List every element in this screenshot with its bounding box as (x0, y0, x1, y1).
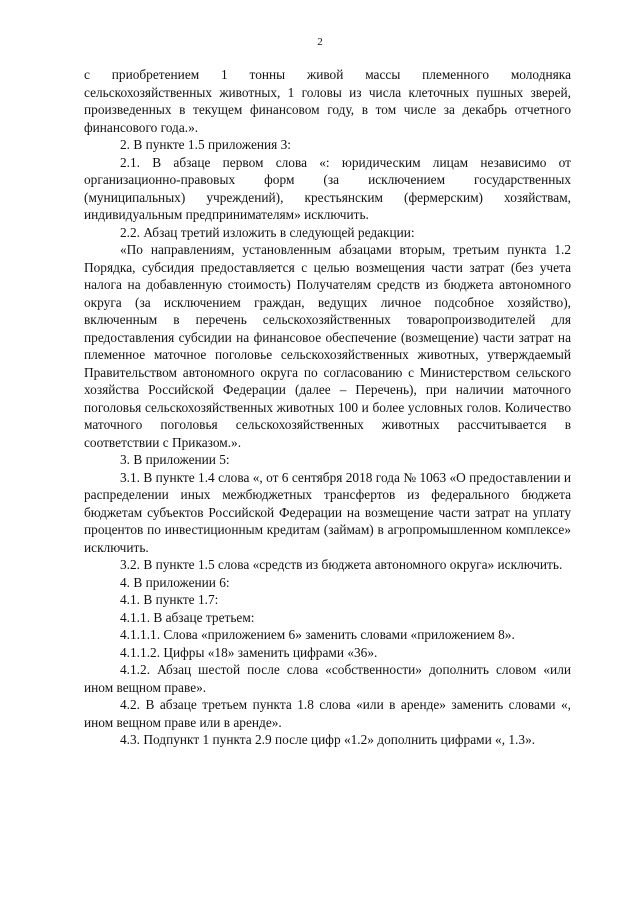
paragraph: «По направлениям, установленным абзацами вторым, третьим пункта 1.2 Порядка, субсидия предоставляется с целью возмещения части затрат (без учета налога на добавленную стоимость) Получателям средств из бюджета автономного округа (за исключением граждан, ведущих личное подсобное хозяйство), включенным в перечень сельскохозяйственных товаропроизводителей для предоставления субсидии на финансовое обеспечение (возмещение) части затрат на племенное маточное поголовье сельскохозяйственных животных, утверждаемый Правительством автономного округа по согласованию с Министерством сельского хозяйства Российской Федерации (далее – Перечень), при наличии маточного поголовья сельскохозяйственных животных 100 и более условных голов. Количество маточного поголовья сельскохозяйственных животных рассчитывается в соответствии с Приказом.». (84, 242, 571, 450)
document-body (84, 66, 571, 749)
page-number: 2 (317, 36, 323, 48)
paragraph: с приобретением 1 тонны живой массы племенного молодняка сельскохозяйственных животных, 1 головы из числа клеточных пушных зверей, произведенных в текущем финансовом году, в том числе за декабрь отчетного финансового года.». (84, 67, 571, 135)
paragraph: 4.1.1.2. Цифры «18» заменить цифрами «36». (120, 644, 378, 660)
paragraph: 4. В приложении 6: (120, 574, 230, 590)
paragraph: 4.3. Подпункт 1 пункта 2.9 после цифр «1.2» дополнить цифрами «, 1.3». (120, 732, 536, 747)
paragraph: 4.1.2. Абзац шестой после слова «собственности» дополнить словом «или ином вещном праве». (84, 662, 571, 695)
paragraph: 4.1.1.1. Слова «приложением 6» заменить словами «приложением 8». (120, 627, 515, 642)
paragraph: 2.2. Абзац третий изложить в следующей редакции: (120, 224, 415, 240)
paragraph: 3.2. В пункте 1.5 слова «средств из бюджета автономного округа» исключить. (120, 557, 563, 572)
paragraph: 2. В пункте 1.5 приложения 3: (120, 137, 291, 152)
paragraph: 3. В приложении 5: (120, 452, 230, 467)
paragraph: 3.1. В пункте 1.4 слова «, от 6 сентября 2018 года № 1063 «О предоставлении и распределении иных межбюджетных трансфертов из федерального бюджета бюджетам субъектов Российской Федерации на возмещение части затрат на уплату процентов по инвестиционным кредитам (займам) в агропромышленном комплексе» исключить. (84, 469, 571, 555)
paragraph: 4.2. В абзаце третьем пункта 1.8 слова «или в аренде» заменить словами «, ином вещном праве или в аренде». (84, 697, 571, 730)
paragraph: 4.1.1. В абзаце третьем: (120, 609, 255, 625)
paragraph: 4.1. В пункте 1.7: (120, 592, 219, 607)
paragraph: 2.1. В абзаце первом слова «: юридическим лицам независимо от организационно-правовых форм (за исключением государственных (муниципальных) учреждений), крестьянским (фермерским) хозяйствам, индивидуальным предпринимателям» исключить. (84, 154, 571, 222)
